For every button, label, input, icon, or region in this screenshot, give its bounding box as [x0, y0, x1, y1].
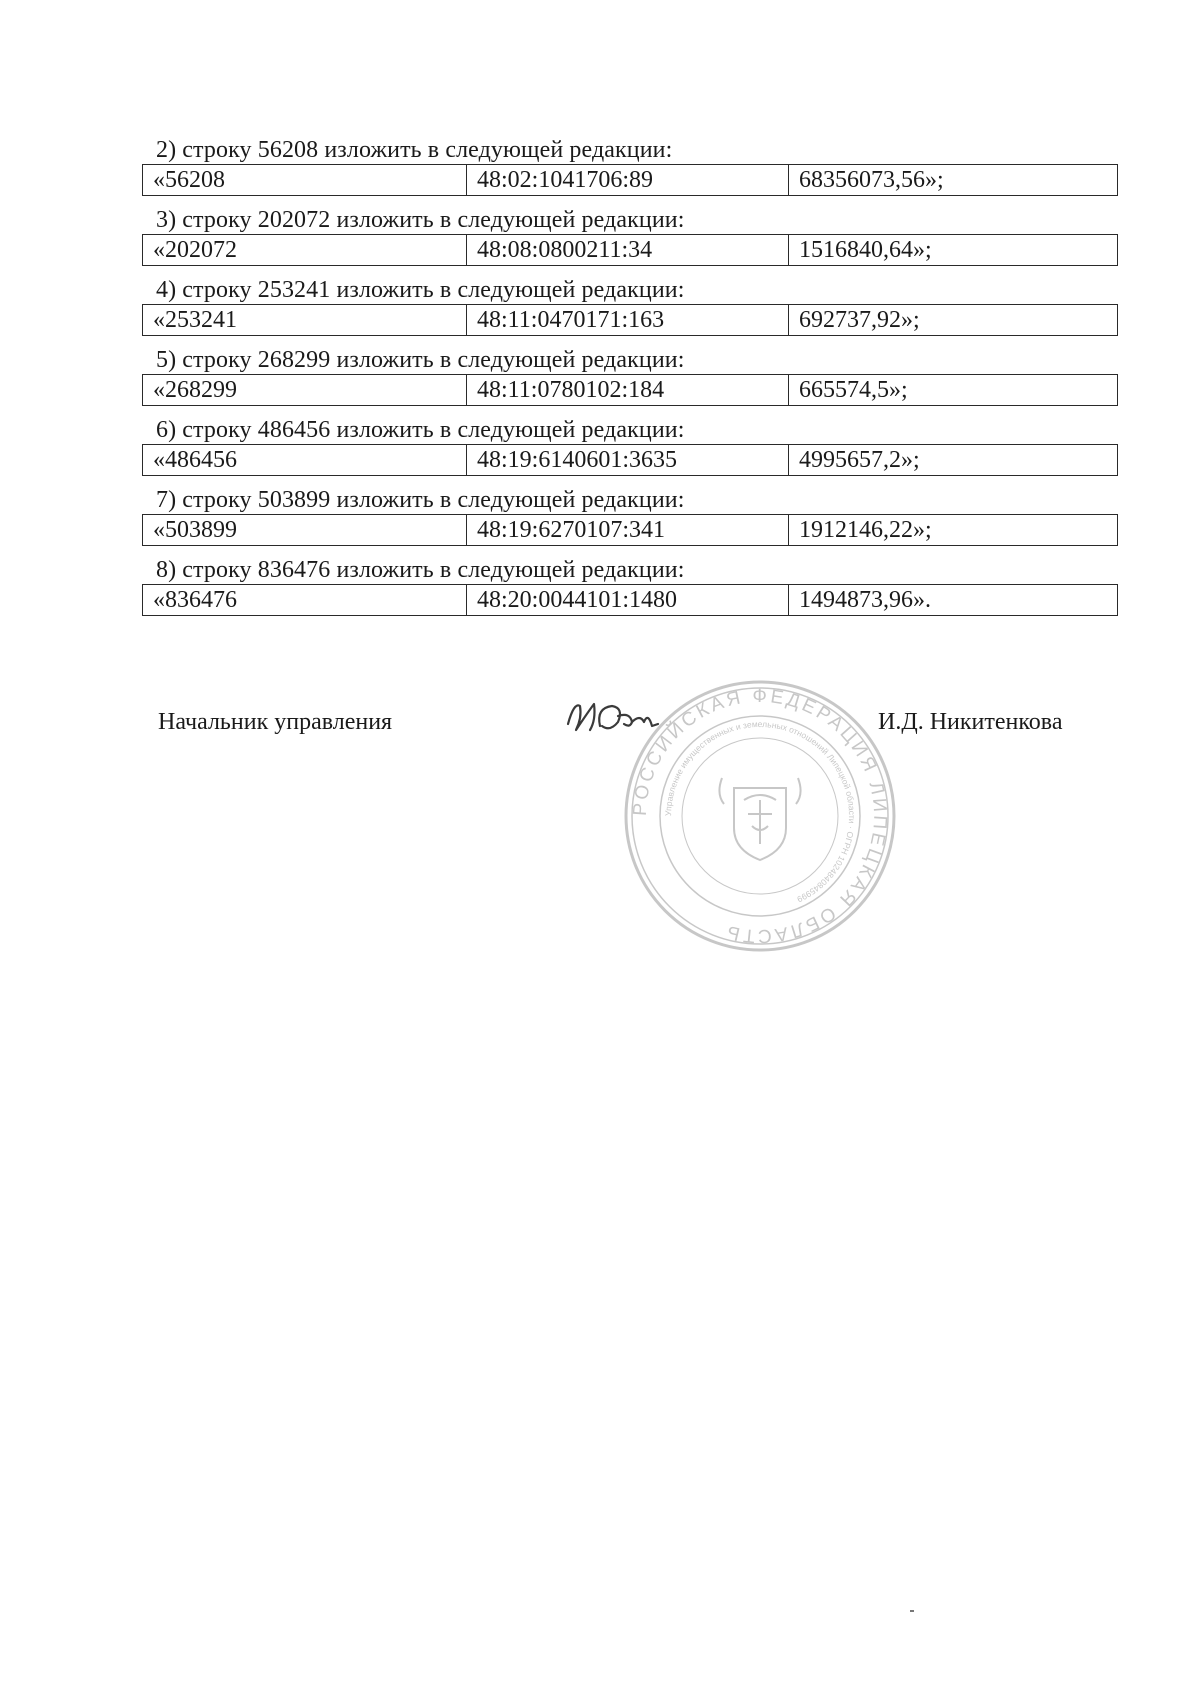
row-number-cell: «836476	[143, 585, 467, 615]
amendment-heading: 2) строку 56208 изложить в следующей редакции:	[156, 137, 673, 163]
cadastral-number-cell: 48:02:1041706:89	[467, 165, 789, 195]
value-cell: 665574,5»;	[799, 377, 908, 403]
cadastral-number-cell: 48:11:0780102:184	[467, 375, 789, 405]
row-number-cell: «253241	[143, 305, 467, 335]
cadastral-number-cell: 48:08:0800211:34	[467, 235, 789, 265]
value-cell: 692737,92»;	[799, 307, 920, 333]
coat-of-arms-emblem	[719, 778, 800, 860]
value-cell: 4995657,2»;	[799, 447, 920, 473]
row-number-cell: «202072	[143, 235, 467, 265]
row-number-cell: «486456	[143, 445, 467, 475]
value-cell: 1494873,96».	[799, 587, 931, 613]
position-title: Начальник управления	[158, 709, 393, 735]
signer-name: И.Д. Никитенкова	[878, 709, 1063, 735]
cadastral-number-cell: 48:19:6270107:341	[467, 515, 789, 545]
cadastral-number-cell: 48:20:0044101:1480	[467, 585, 789, 615]
row-number-cell: «503899	[143, 515, 467, 545]
cadastral-number-cell: 48:11:0470171:163	[467, 305, 789, 335]
value-cell: 1912146,22»;	[799, 517, 932, 543]
cadastral-number-cell: 48:19:6140601:3635	[467, 445, 789, 475]
value-cell: 1516840,64»;	[799, 237, 932, 263]
row-number-cell: «56208	[143, 165, 467, 195]
value-cell: 68356073,56»;	[799, 167, 944, 193]
amendment-heading: 4) строку 253241 изложить в следующей редакции:	[156, 277, 685, 303]
row-number-cell: «268299	[143, 375, 467, 405]
amendment-heading: 7) строку 503899 изложить в следующей редакции:	[156, 487, 685, 513]
handwritten-signature	[560, 692, 680, 742]
amendment-heading: 8) строку 836476 изложить в следующей редакции:	[156, 557, 685, 583]
amendment-heading: 6) строку 486456 изложить в следующей редакции:	[156, 417, 685, 443]
amendment-heading: 5) строку 268299 изложить в следующей редакции:	[156, 347, 685, 373]
seal-inner-text: Управление имущественных и земельных отношений Липецкой области · ОГРН 1024840845999	[662, 718, 858, 905]
amendment-heading: 3) строку 202072 изложить в следующей редакции:	[156, 207, 685, 233]
scan-artifact	[910, 1610, 914, 1612]
seal-outer-text: РОССИЙСКАЯ ФЕДЕРАЦИЯ ЛИПЕЦКАЯ ОБЛАСТЬ	[629, 685, 891, 947]
